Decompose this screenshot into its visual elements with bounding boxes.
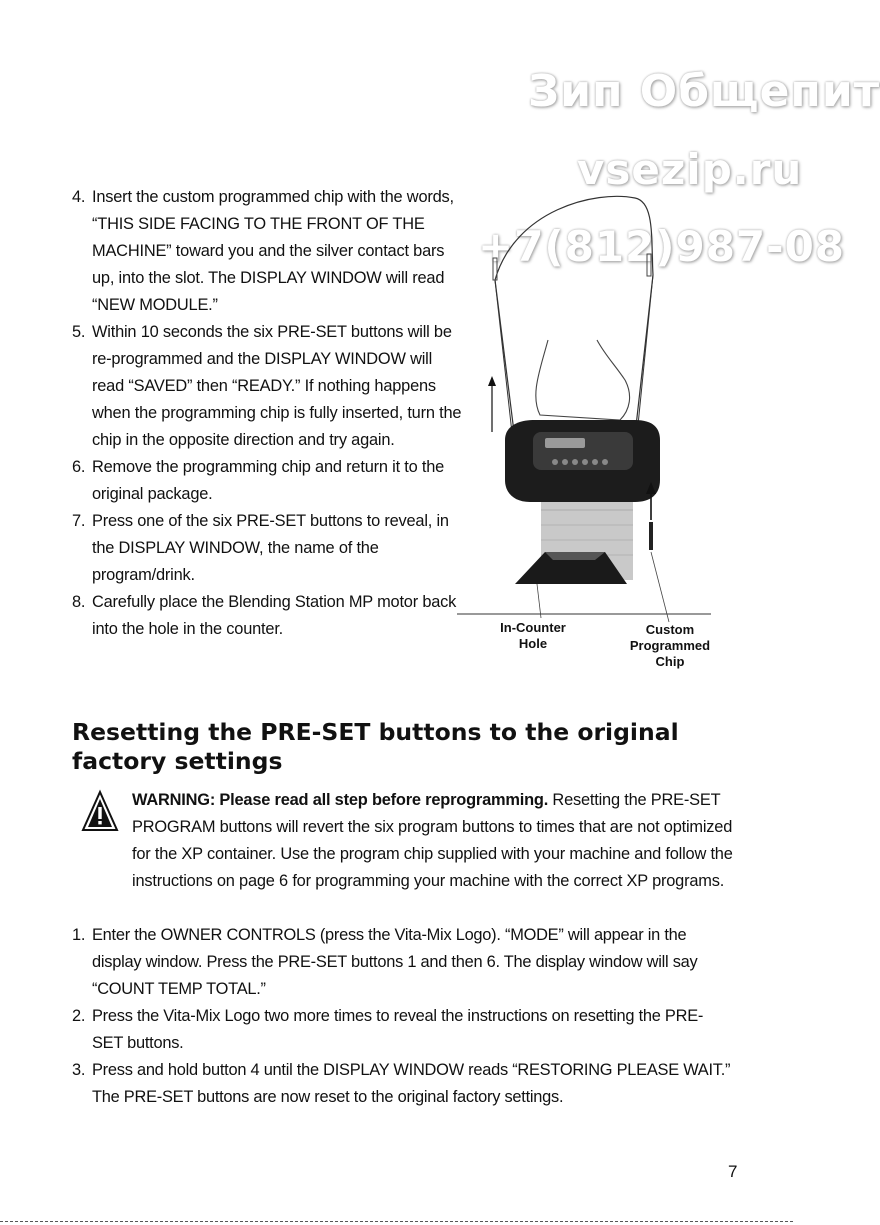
step-number: 7. [72, 512, 86, 530]
step-text: Remove the programming chip and return it to the original package. [92, 458, 445, 503]
step-number: 5. [72, 323, 86, 341]
step-number: 8. [72, 593, 86, 611]
step-item [72, 319, 462, 454]
reset-steps [72, 922, 732, 1111]
step-text: Within 10 seconds the six PRE-SET buttons will be re-programmed and the DISPLAY WINDOW will read “SAVED” then “READY.” If nothing happens when the programming chip is fully inserted, turn the chip in the opposite direction and try again. [92, 323, 462, 449]
step-item [72, 508, 462, 589]
step-text: Press the Vita-Mix Logo two more times to reveal the instructions on resetting the PRE-SET buttons. [92, 1007, 704, 1052]
watermark-line-2: vsezip.ru [577, 145, 803, 194]
step-number: 4. [72, 188, 86, 206]
bottom-rule [0, 1221, 793, 1222]
blender-illustration [455, 180, 793, 620]
watermark-line-3: +7(812)987-08 [478, 222, 846, 271]
page-number: 7 [728, 1162, 738, 1181]
step-number: 3. [72, 1061, 86, 1079]
watermark-line-1: Зип Общепит [528, 66, 880, 117]
step-item [72, 922, 732, 1003]
step-item [72, 454, 462, 508]
step-number: 1. [72, 926, 86, 944]
in-counter-hole-label: In-Counter Hole [500, 620, 566, 651]
step-item [72, 1057, 732, 1111]
step-item [72, 1003, 732, 1057]
step-item [72, 184, 462, 319]
step-item [72, 589, 462, 643]
warning-icon [82, 790, 118, 832]
warning-body: Resetting the PRE-SET PROGRAM buttons will revert the six program buttons to times that are not optimized for the XP container. Use the program chip supplied with your machine and follow the instructions on page 6 for programming your machine with the correct XP programs. [132, 791, 733, 890]
custom-chip-label: Custom Programmed Chip [629, 622, 711, 669]
section-title: Resetting the PRE-SET buttons to the original factory settings [72, 718, 679, 775]
step-text: Insert the custom programmed chip with the words, “THIS SIDE FACING TO THE FRONT OF THE MACHINE” toward you and the silver contact bars up, into the slot. The DISPLAY WINDOW will read “NEW MODULE.” [92, 188, 454, 314]
reprogramming-steps [72, 184, 462, 643]
programming-chip [649, 522, 653, 550]
warning-lead: WARNING: Please read all step before reprogramming. [132, 791, 549, 809]
step-text: Enter the OWNER CONTROLS (press the Vita-Mix Logo). “MODE” will appear in the display window. Press the PRE-SET buttons 1 and then 6. The display window will say “COUNT TEMP TOTAL.” [92, 926, 698, 998]
blender-chip-figure [455, 180, 793, 680]
warning-paragraph [132, 787, 742, 895]
step-text: Press and hold button 4 until the DISPLAY WINDOW reads “RESTORING PLEASE WAIT.” The PRE-SET buttons are now reset to the original factory settings. [92, 1061, 731, 1106]
step-number: 2. [72, 1007, 86, 1025]
step-number: 6. [72, 458, 86, 476]
step-text: Carefully place the Blending Station MP motor back into the hole in the counter. [92, 593, 457, 638]
container-handle [536, 340, 630, 420]
step-text: Press one of the six PRE-SET buttons to reveal, in the DISPLAY WINDOW, the name of the program/drink. [92, 512, 449, 584]
